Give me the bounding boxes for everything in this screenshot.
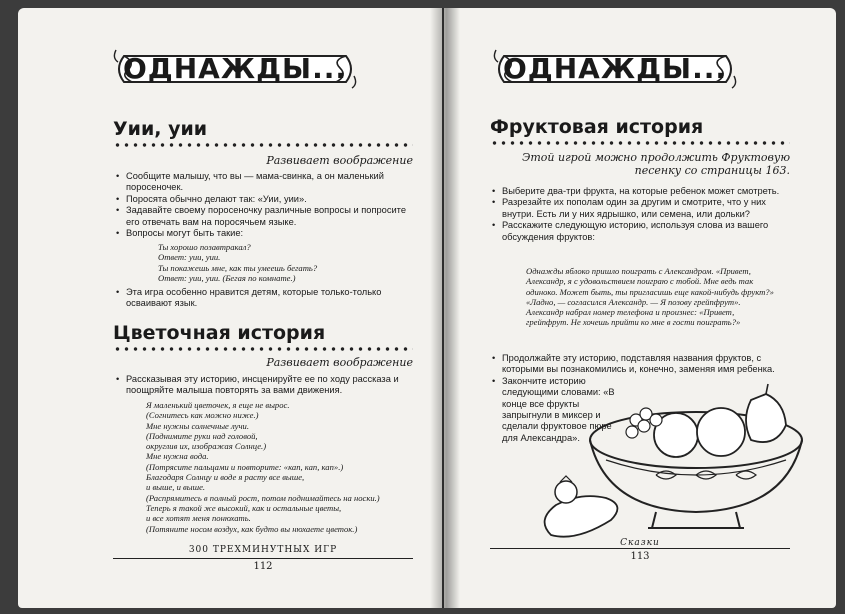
poem-line: Мне нужна вода. [146, 451, 209, 462]
section-subtitle: Этой игрой можно продолжить Фруктовую песенку со страницы 163. [521, 151, 790, 177]
bullet-list [492, 186, 782, 243]
poem-line: округлив их, изображая Солнце.) [146, 441, 267, 452]
book-gutter [430, 8, 460, 608]
poem-line: Благодаря Солнцу и воде я расту все выше, [146, 472, 305, 483]
list-item: • Расскажите следующую историю, используя слова из вашего обсуждения фруктов: [492, 220, 782, 243]
dialogue-line: Ты покажешь мне, как ты умеешь бегать? [158, 262, 318, 273]
list-item: • Разрезайте их пополам один за другим и смотрите, что у них внутри. Есть ли у них ядрышко, или семена, или дольки? [492, 197, 782, 220]
banner-title: ОДНАЖДЫ... [123, 52, 347, 85]
poem-line: (Согнитесь как можно ниже.) [146, 410, 259, 421]
list-item: • Задавайте своему поросеночку различные вопросы и попросите его отвечать вам на поросячьем языке. [116, 205, 406, 228]
poem-line: (Поднимите руки над головой, [146, 430, 258, 441]
poem-line: и все хотят меня понюхать. [146, 513, 251, 524]
section-title-uii: Уии, уии [113, 118, 208, 140]
story-block: Однажды яблоко пришло поиграть с Александром. «Привет, Александр, я с удовольствием поиграю с тобой. Мне ведь так одиноко. Может быть, ты пригласишь еще какой-нибудь фрукт?» «Ладно, — согласился Александр. — Я позову грейпфрут». Александр набрал номер телефона и произнес: «Привет, грейпфрут. Не хочешь прийти ко мне в гости поиграть?» [526, 266, 774, 328]
list-item: • Вопросы могут быть такие: [116, 228, 406, 239]
footer-rule [490, 548, 790, 549]
right-banner [490, 46, 740, 92]
bullet-list [116, 171, 406, 239]
list-item: • Сообщите малышу, что вы — мама-свинка, а он маленький поросеночек. [116, 171, 406, 194]
left-banner [110, 46, 360, 92]
poem-line: (Распрямитесь в полный рост, потом поднимайтесь на носки.) [146, 492, 380, 503]
poem-line: Мне нужны солнечные лучи. [146, 420, 250, 431]
bullet-list [116, 287, 406, 310]
dotted-divider [113, 346, 413, 352]
section-title-fruit: Фруктовая история [490, 116, 704, 138]
list-item: • Поросята обычно делают так: «Уии, уии». [116, 194, 406, 205]
section-title-flower: Цветочная история [113, 322, 326, 344]
dialogue-block [158, 242, 408, 283]
footer-rule [113, 558, 413, 559]
dotted-divider [490, 140, 790, 146]
list-item: • Рассказывая эту историю, инсценируйте ее по ходу рассказа и поощряйте малыша повторять за вами движения. [116, 374, 406, 397]
poem-line: (Потрясите пальцами и повторите: «кап, кап, кап».) [146, 461, 344, 472]
dialogue-line: Ответ: уии, уии. (Бегая по комнате.) [158, 272, 296, 283]
list-item: • Закончите историю следующими словами: «В конце все фрукты запрыгнули в миксер и сделали фруктовое пюре для Александра». [492, 376, 627, 444]
section-subtitle: Развивает воображение [266, 154, 413, 167]
running-footer: 300 ТРЕХМИНУТНЫХ ИГР [188, 545, 338, 555]
section-subtitle: Развивает воображение [266, 356, 413, 369]
page-number: 113 [630, 551, 650, 562]
running-footer: Сказки [620, 538, 660, 548]
dialogue-line: Ответ: уии, уии. [158, 252, 221, 263]
right-page [444, 8, 836, 608]
list-item: • Выберите два-три фрукта, на которые ребенок может смотреть. [492, 186, 782, 197]
page-number: 112 [253, 561, 273, 572]
bullet-list [116, 374, 406, 397]
poem-line: Я маленький цветочек, я еще не вырос. [146, 400, 290, 410]
dotted-divider [113, 142, 413, 148]
banner-title: ОДНАЖДЫ... [503, 52, 727, 85]
dialogue-line: Ты хорошо позавтракал? [158, 242, 251, 252]
poem-block [146, 400, 416, 534]
left-page [18, 8, 442, 608]
poem-line: и выше, и выше. [146, 482, 206, 493]
list-item: • Продолжайте эту историю, подставляя названия фруктов, с которыми вы познакомились и, конечно, заменяя имя ребенка. [492, 353, 782, 376]
list-item: • Эта игра особенно нравится детям, которые только-только осваивают язык. [116, 287, 406, 310]
poem-line: Теперь я такой же высокий, как и остальные цветы, [146, 502, 342, 513]
poem-line: (Потяните носом воздух, как будто вы нюхаете цветок.) [146, 523, 358, 534]
fruit-bowl-illustration [536, 380, 806, 545]
